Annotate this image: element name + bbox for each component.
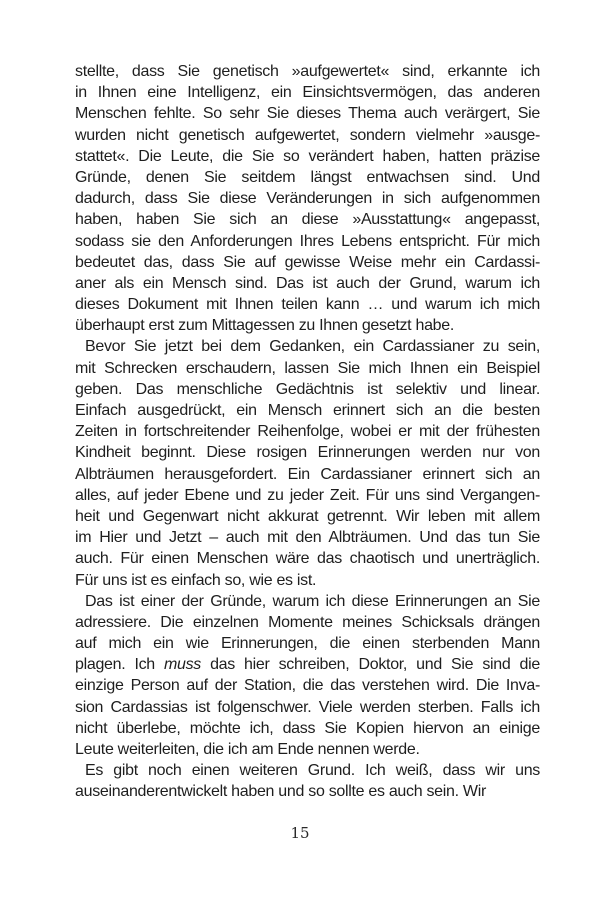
text-line: aner als ein Mensch sind. Das ist auch der Grund, warum ich (75, 274, 540, 292)
text-line: bedeutet das, dass Sie auf gewisse Weise mehr ein Cardassi- (75, 253, 540, 271)
text-line: stattet«. Die Leute, die Sie so verändert haben, hatten präzise (75, 147, 540, 165)
body-text (75, 61, 540, 803)
text-line (75, 654, 540, 675)
text-line: Gründe, denen Sie seitdem längst entwachsen sind. Und (75, 168, 540, 186)
text-line: geben. Das menschliche Gedächtnis ist selektiv und linear. (75, 380, 540, 398)
text-line: auseinanderentwickelt haben und so sollte es auch sein. Wir (75, 783, 486, 801)
text-line: Bevor Sie jetzt bei dem Gedanken, ein Cardassianer zu sein, (85, 338, 540, 356)
text-line: Leute weiterleiten, die ich am Ende nennen werde. (75, 741, 420, 758)
text-line: im Hier und Jetzt – auch mit den Albträumen. Und das tun Sie (75, 529, 540, 547)
text-line: Zeiten in fortschreitender Reihenfolge, wobei er mit der frühesten (75, 423, 540, 441)
text-line: nicht überlebe, möchte ich, dass Sie Kopien hiervon an einige (75, 719, 540, 737)
text-span: plagen. Ich (75, 656, 164, 674)
text-line: Für uns ist es einfach so, wie es ist. (75, 571, 317, 589)
text-line: sodass sie den Anforderungen Ihres Lebens entspricht. Für mich (75, 232, 540, 250)
text-line: Es gibt noch einen weiteren Grund. Ich weiß, dass wir uns (85, 762, 540, 780)
text-line: dieses Dokument mit Ihnen teilen kann … und warum ich mich (75, 296, 540, 314)
text-line: dadurch, dass Sie diese Veränderungen in sich aufgenommen (75, 190, 540, 208)
paragraph (75, 591, 540, 761)
paragraph (75, 760, 540, 802)
text-span: das hier schreiben, Doktor, und Sie sind die (201, 656, 540, 674)
text-line: Kindheit beginnt. Diese rosigen Erinnerungen werden nur von (75, 444, 540, 462)
text-line: sion Cardassias ist folgenschwer. Viele werden sterben. Falls ich (75, 698, 540, 716)
page-number: 15 (290, 824, 310, 842)
text-line: einzige Person auf der Station, die das verstehen wird. Die Inva- (75, 677, 540, 695)
text-line: auch. Für einen Menschen wäre das chaotisch und unerträglich. (75, 550, 540, 568)
text-line: überhaupt erst zum Mittagessen zu Ihnen gesetzt habe. (75, 317, 455, 335)
text-line: in Ihnen eine Intelligenz, ein Einsichtsvermögen, das anderen (75, 84, 540, 102)
text-line: Einfach ausgedrückt, ein Mensch erinnert sich an die besten (75, 402, 540, 419)
text-line: adressiere. Die einzelnen Momente meines Schicksals drängen (75, 613, 540, 631)
text-span: muss (163, 656, 202, 674)
text-line: stellte, dass Sie genetisch »aufgewertet« sind, erkannte ich (75, 63, 540, 80)
text-line: Das ist einer der Gründe, warum ich diese Erinnerungen an Sie (85, 592, 540, 610)
paragraph (75, 61, 540, 336)
text-line: wurden nicht genetisch aufgewertet, sondern vielmehr »ausge- (75, 126, 540, 144)
text-line: heit und Gegenwart nicht akkurat getrennt. Wir leben mit allem (75, 507, 540, 525)
text-line: Menschen fehlte. So sehr Sie dieses Thema auch verärgert, Sie (75, 105, 540, 123)
paragraph (75, 336, 540, 590)
text-line: mit Schrecken erschaudern, lassen Sie mich Ihnen ein Beispiel (75, 359, 540, 377)
text-line: auf mich ein wie Erinnerungen, die einen sterbenden Mann (75, 635, 540, 653)
text-line: haben, haben Sie sich an diese »Ausstattung« angepasst, (75, 211, 540, 229)
text-line: alles, auf jeder Ebene und zu jeder Zeit. Für uns sind Vergangen- (75, 486, 540, 504)
text-line: Albträumen herausgefordert. Ein Cardassianer erinnert sich an (75, 465, 540, 483)
